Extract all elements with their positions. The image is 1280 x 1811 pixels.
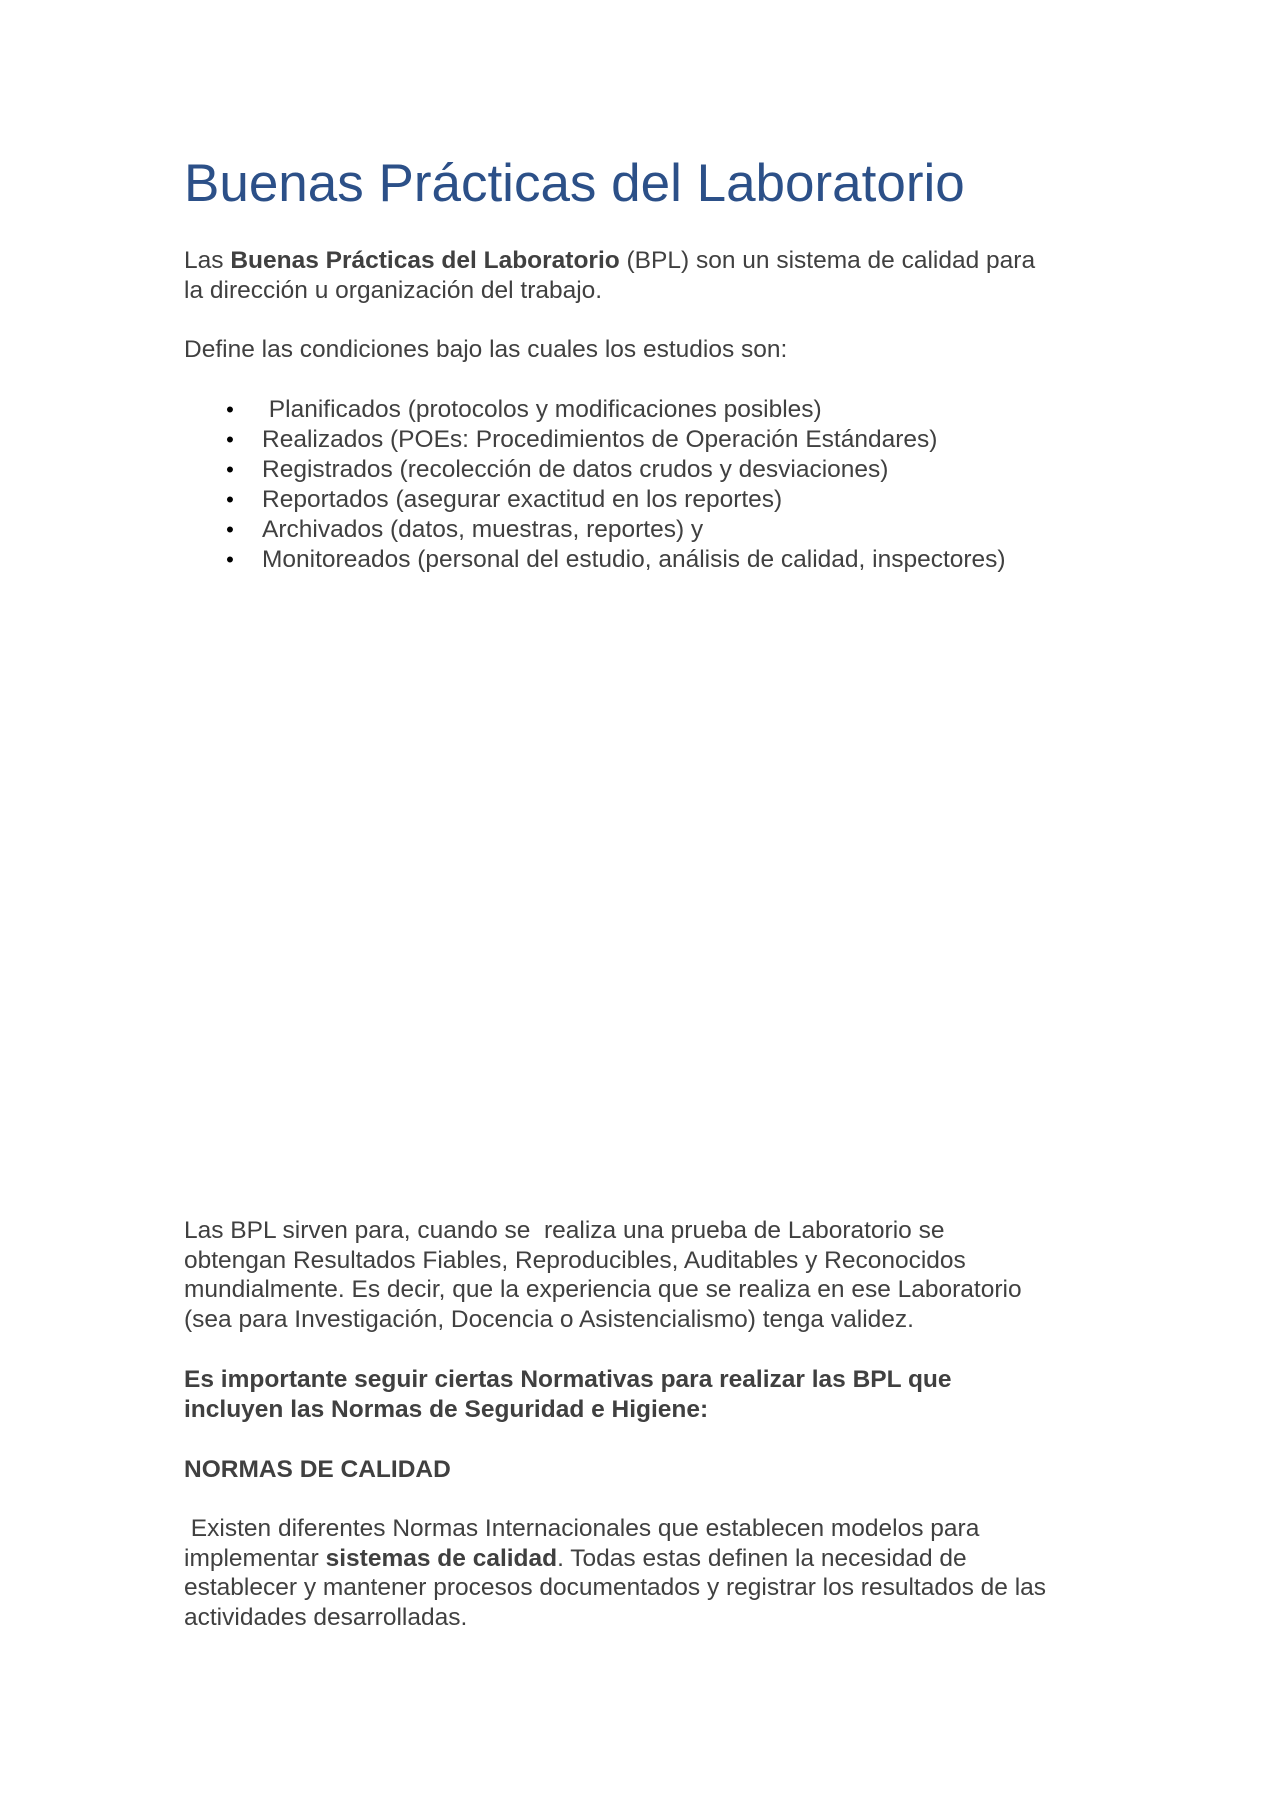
- intro-prefix: Las: [184, 247, 231, 274]
- bullet-icon: •: [226, 397, 234, 422]
- list-item-text: Realizados (POEs: Procedimientos de Operación Estándares): [262, 426, 938, 453]
- study-conditions-list: [184, 395, 1006, 575]
- page-title: Buenas Prácticas del Laboratorio: [184, 154, 965, 213]
- normas-line-3: establecer y mantener procesos documentados y registrar los resultados de las: [184, 1574, 1047, 1601]
- list-item: [184, 485, 1006, 515]
- define-paragraph: Define las condiciones bajo las cuales los estudios son:: [184, 336, 788, 363]
- list-item-text: Monitoreados (personal del estudio, análisis de calidad, inspectores): [262, 546, 1006, 573]
- intro-bold-term: Buenas Prácticas del Laboratorio: [230, 247, 620, 274]
- list-item: [184, 515, 1006, 545]
- bullet-icon: •: [226, 517, 234, 542]
- normas-line-1: Existen diferentes Normas Internacionales que establecen modelos para: [184, 1515, 980, 1542]
- list-item: [184, 455, 1006, 485]
- bpl-line: mundialmente. Es decir, que la experiencia que se realiza en ese Laboratorio: [184, 1276, 1022, 1303]
- bpl-line: Las BPL sirven para, cuando se realiza una prueba de Laboratorio se: [184, 1217, 945, 1244]
- list-item: [184, 395, 1006, 425]
- list-item-text: Archivados (datos, muestras, reportes) y: [262, 516, 704, 543]
- list-item: [184, 545, 1006, 575]
- normas-heading: NORMAS DE CALIDAD: [184, 1456, 451, 1483]
- intro-suffix: (BPL) son un sistema de calidad para: [619, 247, 1036, 274]
- bullet-icon: •: [226, 427, 234, 452]
- list-item-text: Reportados (asegurar exactitud en los reportes): [262, 486, 783, 513]
- bullet-icon: •: [226, 457, 234, 482]
- list-item-text: Planificados (protocolos y modificaciones posibles): [262, 396, 822, 423]
- bpl-line: (sea para Investigación, Docencia o Asistencialismo) tenga validez.: [184, 1305, 914, 1333]
- intro-paragraph: [184, 246, 1104, 305]
- bpl-line: obtengan Resultados Fiables, Reproducibles, Auditables y Reconocidos: [184, 1246, 966, 1274]
- list-item: [184, 425, 1006, 455]
- list-item-text: Registrados (recolección de datos crudos y desviaciones): [262, 456, 889, 483]
- important-line: incluyen las Normas de Seguridad e Higiene:: [184, 1395, 709, 1423]
- bpl-purpose-paragraph: [184, 1216, 1104, 1334]
- normas-line-2-suffix: . Todas estas definen la necesidad de: [557, 1544, 967, 1572]
- important-paragraph: [184, 1365, 1104, 1424]
- normas-paragraph: [184, 1514, 1104, 1632]
- normas-bold-term: sistemas de calidad: [325, 1544, 558, 1572]
- normas-line-4: actividades desarrolladas.: [184, 1603, 468, 1631]
- normas-line-2-prefix: implementar: [184, 1544, 326, 1572]
- important-line: Es importante seguir ciertas Normativas para realizar las BPL que: [184, 1366, 952, 1393]
- intro-line-2: la dirección u organización del trabajo.: [184, 276, 603, 304]
- bullet-icon: •: [226, 487, 234, 512]
- bullet-icon: •: [226, 547, 234, 572]
